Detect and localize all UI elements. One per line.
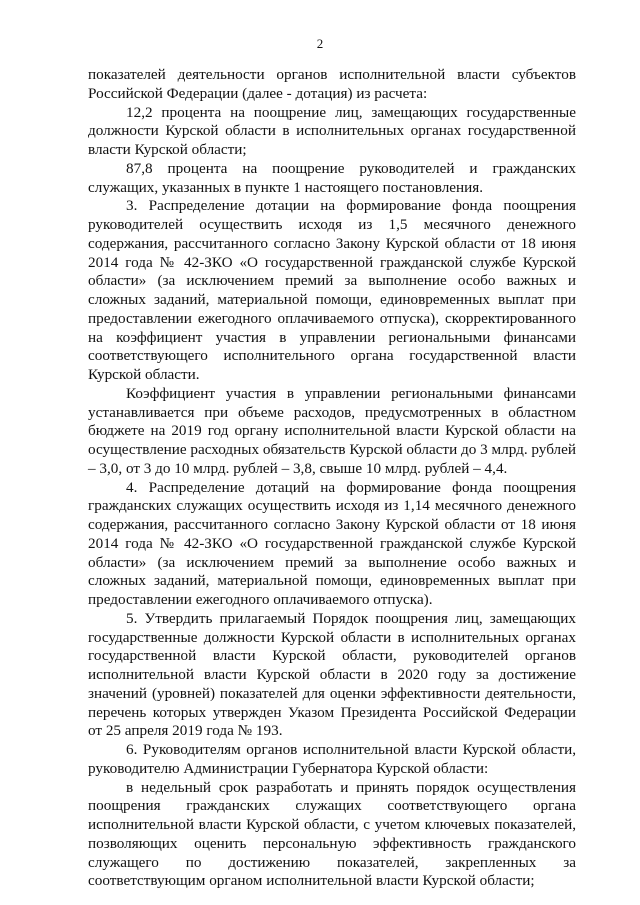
paragraph-item-4: 4. Распределение дотаций на формирование фонда поощрения гражданских служащих осуществить исходя из 1,14 месячного денежного содержания, рассчитанного согласно Закону Курской области от 18 июня 2014 года № 42-ЗКО «О государственной гражданской службе Курской области» (за исключением премий за выполнение особо важных и сложных заданий, материальной помощи, единовременных выплат при предоставлении ежегодного оплачиваемого отпуска). bbox=[88, 478, 576, 608]
paragraph-item-6: 6. Руководителям органов исполнительной власти Курской области, руководителю Администрации Губернатора Курской области: bbox=[88, 741, 576, 777]
paragraph-share-managers: 87,8 процента на поощрение руководителей и гражданских служащих, указанных в пункте 1 настоящего постановления. bbox=[88, 159, 576, 196]
paragraph-item-3: 3. Распределение дотации на формирование фонда поощрения руководителей осуществить исходя из 1,5 месячного денежного содержания, рассчитанного согласно Закону Курской области от 18 июня 2014 года № 42-ЗКО «О государственной гражданской службе Курской области» (за исключением премий за выполнение особо важных и сложных заданий, материальной помощи, единовременных выплат при предоставлении ежегодного оплачиваемого отпуска), скорректированного на коэффициент участия в управлении региональными финансами соответствующего исполнительного органа государственной власти Курской области. bbox=[88, 197, 576, 383]
paragraph-item-6-instruction: в недельный срок разработать и принять порядок осуществления поощрения гражданских служащих соответствующего органа исполнительной власти Курской области, с учетом ключевых показателей, позволяющих оценить персональную эффективность гражданского служащего по достижению показателей, закрепленных за соответствующим органом исполнительной власти Курской области; bbox=[88, 778, 576, 890]
paragraph-item-5: 5. Утвердить прилагаемый Порядок поощрения лиц, замещающих государственные должности Курской области в исполнительных органах государственной власти Курской области, руководителей органов исполнительной власти Курской области в 2020 году за достижение значений (уровней) показателей для оценки эффективности деятельности, перечень которых утвержден Указом Президента Российской Федерации от 25 апреля 2019 года № 193. bbox=[88, 609, 576, 740]
document-body bbox=[88, 66, 576, 891]
page-number: 2 bbox=[316, 36, 324, 51]
paragraph-coefficient: Коэффициент участия в управлении региональными финансами устанавливается при объеме расходов, предусмотренных в областном бюджете на 2019 год органу исполнительной власти Курской области на осуществление расходных обязательств Курской области до 3 млрд. рублей – 3,0, от 3 до 10 млрд. рублей – 3,8, свыше 10 млрд. рублей – 4,4. bbox=[88, 384, 576, 477]
paragraph-share-officials: 12,2 процента на поощрение лиц, замещающих государственные должности Курской области в исполнительных органах государственной власти Курской области; bbox=[88, 103, 576, 158]
paragraph-intro-continuation: показателей деятельности органов исполнительной власти субъектов Российской Федерации (далее - дотация) из расчета: bbox=[88, 66, 576, 102]
